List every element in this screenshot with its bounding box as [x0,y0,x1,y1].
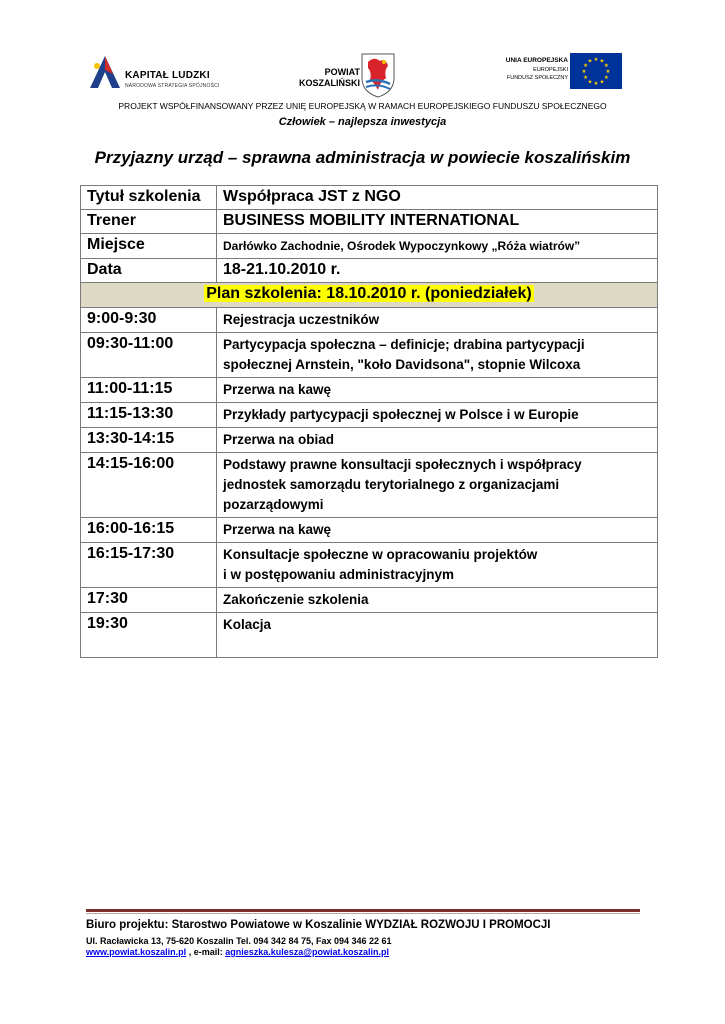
schedule-topic [217,518,658,543]
schedule-topic-line: Konsultacje społeczne w opracowaniu projektów [223,547,538,562]
info-row-title [81,186,658,210]
coat-of-arms-icon [360,52,396,98]
schedule-topic-line: Zakończenie szkolenia [223,592,369,607]
svg-text:★: ★ [603,75,609,81]
website-link[interactable]: www.powiat.koszalin.pl [86,947,187,957]
schedule-topic [217,588,658,613]
schedule-row [81,403,658,428]
schedule-topic-line: pozarządowymi [223,497,324,512]
svg-text:★: ★ [599,79,605,86]
schedule-topic [217,453,658,518]
schedule-topic [217,403,658,428]
schedule-row [81,588,658,613]
schedule-topic [217,333,658,378]
email-link[interactable]: agnieszka.kulesza@powiat.koszalin.pl [225,947,390,957]
svg-text:★: ★ [605,69,611,75]
schedule-topic [217,308,658,333]
info-label: Tytuł szkolenia [81,186,217,210]
schedule-time: 11:15-13:30 [81,403,217,428]
motto: Człowiek – najlepsza inwestycja [278,116,447,128]
kapital-ludzki-logo [88,52,223,97]
schedule-body [81,308,658,658]
schedule-topic-line: jednostek samorządu terytorialnego z organizacjami [223,477,560,492]
schedule-time: 13:30-14:15 [81,428,217,453]
info-value: BUSINESS MOBILITY INTERNATIONAL [217,210,658,234]
svg-text:★: ★ [603,63,609,69]
schedule-row [81,308,658,333]
schedule-topic-line: Przykłady partycypacji społecznej w Polsce i w Europie [223,407,579,422]
eu-fund-label-1: EUROPEJSKI [533,67,568,73]
schedule-topic-line: Przerwa na kawę [223,522,332,537]
schedule-time: 19:30 [81,613,217,658]
kapital-ludzki-subtitle: NARODOWA STRATEGIA SPÓJNOŚCI [125,83,220,89]
powiat-label: POWIAT [324,67,360,77]
svg-text:★: ★ [599,58,605,65]
schedule-topic [217,378,658,403]
plan-header-cell [81,283,658,308]
info-row-trainer [81,210,658,234]
schedule-time: 16:00-16:15 [81,518,217,543]
kapital-ludzki-title: KAPITAŁ LUDZKI [125,70,210,81]
svg-text:★: ★ [583,63,589,69]
schedule-topic [217,613,658,658]
page-title: Przyjazny urząd – sprawna administracja w powiecie koszalińskim [94,148,631,167]
info-row-date [81,259,658,283]
schedule-time: 9:00-9:30 [81,308,217,333]
footer-office: Biuro projektu: Starostwo Powiatowe w Koszalinie WYDZIAŁ ROZWOJU I PROMOCJI [86,919,551,931]
eu-fund-label-2: FUNDUSZ SPOŁECZNY [506,75,568,81]
info-label: Data [81,259,217,283]
schedule-time: 16:15-17:30 [81,543,217,588]
eu-flag-icon [570,53,622,89]
footer-divider [86,909,640,914]
schedule-row [81,518,658,543]
schedule-time: 17:30 [81,588,217,613]
plan-header: Plan szkolenia: 18.10.2010 r. (poniedziałek) [206,285,532,302]
info-value: Darłówko Zachodnie, Ośrodek Wypoczynkowy „Róża wiatrów” [217,234,658,259]
schedule-row [81,543,658,588]
email-prefix: , e-mail: [186,947,226,957]
eu-social-fund-logo [482,50,624,94]
schedule-row [81,613,658,658]
kapital-ludzki-mark-icon [88,54,122,90]
schedule-topic-line: Partycypacja społeczna – definicje; drabina partycypacji [223,337,585,352]
schedule-row [81,378,658,403]
info-value: Współpraca JST z NGO [217,186,658,210]
schedule-topic-line: Przerwa na obiad [223,432,335,447]
powiat-koszalinski-logo [288,50,408,100]
svg-text:★: ★ [593,57,599,63]
svg-text:★: ★ [581,69,587,75]
schedule-topic-line: Podstawy prawne konsultacji społecznych i współpracy [223,457,582,472]
schedule-row [81,453,658,518]
svg-text:★: ★ [587,58,593,65]
schedule-topic-line: i w postępowaniu administracyjnym [223,567,455,582]
schedule-row [81,428,658,453]
eu-label: UNIA EUROPEJSKA [505,57,568,64]
svg-text:★: ★ [583,75,589,81]
footer-address: Ul. Racławicka 13, 75-620 Koszalin Tel. 094 342 84 75, Fax 094 346 22 61 [86,936,392,946]
schedule-time: 14:15-16:00 [81,453,217,518]
schedule-topic [217,543,658,588]
svg-text:★: ★ [587,79,593,86]
schedule-row [81,333,658,378]
schedule-time: 11:00-11:15 [81,378,217,403]
schedule-topic-line: społecznej Arnstein, "koło Davidsona", stopnie Wilcoxa [223,357,581,372]
info-label: Miejsce [81,234,217,259]
plan-header-row [81,283,658,308]
footer-contacts [86,947,389,957]
schedule-topic-line: Przerwa na kawę [223,382,332,397]
schedule-topic [217,428,658,453]
info-value: 18-21.10.2010 r. [217,259,658,283]
schedule-topic-line: Kolacja [223,617,272,632]
schedule-topic-line: Rejestracja uczestników [223,312,380,327]
project-cofinancing-line: PROJEKT WSPÓŁFINANSOWANY PRZEZ UNIĘ EUROPEJSKĄ W RAMACH EUROPEJSKIEGO FUNDUSZU SPOŁECZNEGO [118,101,607,111]
info-row-place [81,234,658,259]
schedule-time: 09:30-11:00 [81,333,217,378]
training-table [80,185,658,658]
info-label: Trener [81,210,217,234]
svg-text:★: ★ [593,81,599,87]
koszalinski-label: KOSZALIŃSKI [298,78,360,88]
